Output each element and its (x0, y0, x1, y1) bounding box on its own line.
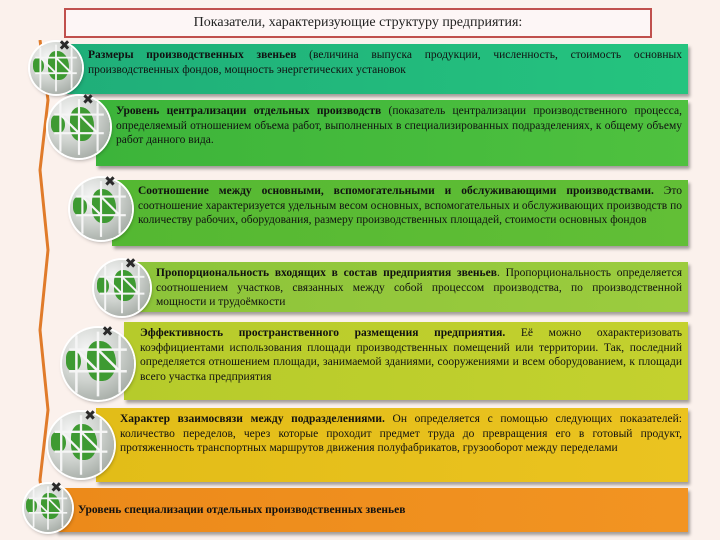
indicator-item-7 (56, 488, 688, 532)
indicator-heading: Размеры производственных звеньев (88, 49, 297, 61)
globe-puzzle-icon (94, 260, 150, 316)
indicator-item-4 (124, 262, 688, 312)
globe-puzzle-icon (30, 42, 82, 94)
puzzle-piece-icon: ✖ (58, 39, 71, 54)
indicator-description: (величина выпуска продукции, численность, стоимость основных производственных фондов, мощность энергетических установок (88, 49, 682, 76)
indicator-description: (показатель централизации производственного процесса, определяемый отношением объема работ, выполненных в специализированных подразделениях, к общему объему работ данного вида. (116, 105, 682, 146)
globe-puzzle-icon (70, 178, 132, 240)
indicator-description: . Пропорциональность определяется соотношением участков, связанных между собой процессом производства, по производственной мощности и трудоёмкости (156, 267, 682, 308)
indicator-item-2 (96, 100, 688, 166)
globe-puzzle-icon (48, 412, 114, 478)
puzzle-piece-icon: ✖ (50, 481, 63, 496)
indicator-heading: Соотношение между основными, вспомогательными и обслуживающими производствами. (138, 185, 654, 197)
indicator-item-3 (112, 180, 688, 246)
indicator-description: Это соотношение характеризуется удельным весом основных, вспомогательных и обслуживающих производств по количеству рабочих, оборудования, размеру производственных площадей, стоимости основных фондов (138, 185, 683, 226)
indicator-heading: Эффективность пространственного размещения предприятия. (140, 327, 506, 339)
indicator-heading: Уровень специализации отдельных производственных звеньев (78, 503, 406, 516)
indicator-item-6 (96, 408, 688, 482)
puzzle-piece-icon: ✖ (82, 93, 94, 108)
puzzle-piece-icon: ✖ (101, 325, 114, 340)
globe-puzzle-icon (62, 328, 134, 400)
indicator-description: Её можно охарактеризовать коэффициентами использования площади производственных помещений или территории. Так, последний определяется отношением площади, занимаемой зданиями, сооружениями и всем оборудованием, к площади всего участка предприятия (140, 327, 682, 383)
globe-puzzle-icon (48, 96, 110, 158)
indicator-item-5 (124, 322, 688, 400)
slide-title: Показатели, характеризующие структуру предприятия: (64, 8, 652, 38)
puzzle-piece-icon: ✖ (84, 409, 97, 424)
indicator-heading: Характер взаимосвязи между подразделениями. (120, 413, 385, 425)
puzzle-piece-icon: ✖ (124, 257, 137, 272)
indicator-description: Он определяется с помощью следующих показателей: количество переделов, через которые проходит предмет труда до превращения его в готовый продукт, протяженность транспортных маршрутов движения полуфабрикатов, грузооборот между переделами (120, 413, 682, 454)
globe-puzzle-icon (24, 484, 72, 532)
puzzle-piece-icon: ✖ (104, 175, 116, 190)
indicator-heading: Уровень централизации отдельных производств (116, 105, 382, 117)
indicator-item-1 (64, 44, 688, 94)
indicator-heading: Пропорциональность входящих в состав предприятия звеньев (156, 267, 497, 279)
